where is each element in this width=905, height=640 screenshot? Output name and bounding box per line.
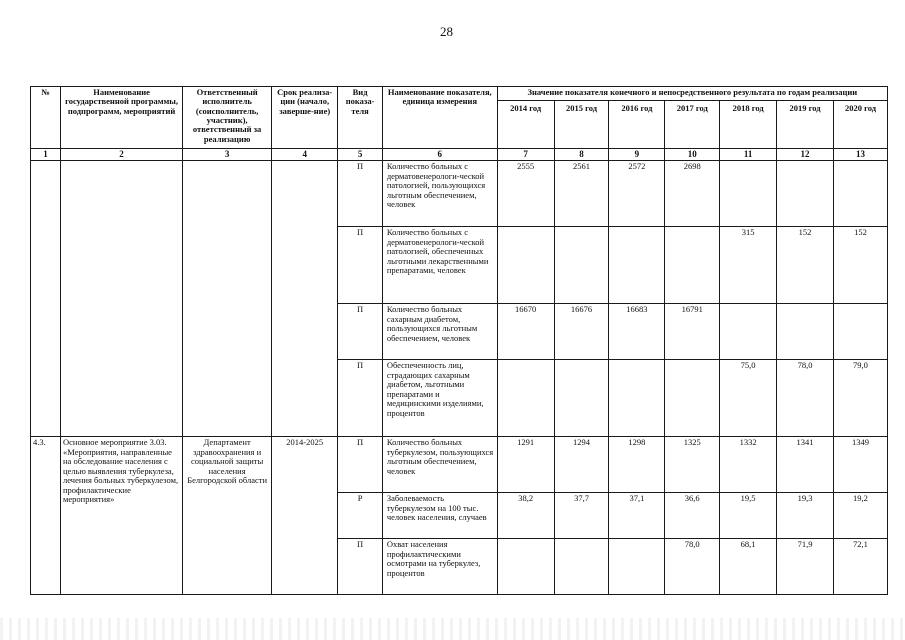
- indicator-name: Охват населения профилактическими осмотрами на туберкулез, процентов: [382, 539, 497, 595]
- indicator-kind: П: [338, 161, 383, 227]
- value-2017: 2698: [665, 161, 720, 227]
- column-number: 2: [61, 149, 183, 161]
- column-number: 9: [609, 149, 665, 161]
- indicator-kind: П: [338, 539, 383, 595]
- value-2019: 1341: [777, 437, 834, 493]
- column-number: 6: [382, 149, 497, 161]
- column-number: 5: [338, 149, 383, 161]
- cell-program-empty: [61, 161, 183, 437]
- header-year: 2017 год: [665, 101, 720, 149]
- value-2016: 37,1: [609, 493, 665, 539]
- column-numbers-row: [31, 149, 888, 161]
- value-2019: [777, 304, 834, 360]
- table-row: [31, 437, 888, 493]
- value-2018: 75,0: [720, 360, 777, 437]
- value-2015: [554, 539, 609, 595]
- header-program: Наименование государственной программы, подпрограмм, мероприятий: [61, 87, 183, 149]
- indicator-name: Количество больных с дерматовенерологи-ческой патологией, пользующихся льготным обеспечением, человек: [382, 161, 497, 227]
- header-year: 2019 год: [777, 101, 834, 149]
- value-2016: 2572: [609, 161, 665, 227]
- value-2016: [609, 227, 665, 304]
- value-2017: [665, 360, 720, 437]
- value-2017: 1325: [665, 437, 720, 493]
- scan-noise: [0, 618, 905, 640]
- value-2020: 72,1: [833, 539, 887, 595]
- indicator-name: Количество больных сахарным диабетом, пользующихся льготным обеспечением, человек: [382, 304, 497, 360]
- value-2020: [833, 304, 887, 360]
- implementation-period: 2014-2025: [272, 437, 338, 595]
- value-2015: [554, 360, 609, 437]
- value-2018: [720, 161, 777, 227]
- indicator-kind: П: [338, 227, 383, 304]
- table-row: [31, 161, 888, 227]
- value-2016: 16683: [609, 304, 665, 360]
- header-num: №: [31, 87, 61, 149]
- indicator-name: Количество больных с дерматовенерологи-ческой патологией, обеспеченных льготными лекарственными препаратами, человек: [382, 227, 497, 304]
- cell-responsible-empty: [183, 161, 272, 437]
- value-2019: 19,3: [777, 493, 834, 539]
- indicator-kind: П: [338, 304, 383, 360]
- value-2019: 71,9: [777, 539, 834, 595]
- value-2018: [720, 304, 777, 360]
- value-2019: 152: [777, 227, 834, 304]
- column-number: 4: [272, 149, 338, 161]
- value-2018: 1332: [720, 437, 777, 493]
- indicator-name: Заболеваемость туберкулезом на 100 тыс. человек населения, случаев: [382, 493, 497, 539]
- header-year: 2016 год: [609, 101, 665, 149]
- column-number: 1: [31, 149, 61, 161]
- value-2015: 37,7: [554, 493, 609, 539]
- header-year: 2020 год: [833, 101, 887, 149]
- column-number: 12: [777, 149, 834, 161]
- value-2017: [665, 227, 720, 304]
- header-indicator: Наименование показателя, единица измерения: [382, 87, 497, 149]
- row-number: 4.3.: [31, 437, 61, 595]
- value-2014: 1291: [497, 437, 554, 493]
- value-2015: 16676: [554, 304, 609, 360]
- value-2019: [777, 161, 834, 227]
- indicator-kind: П: [338, 437, 383, 493]
- value-2014: 38,2: [497, 493, 554, 539]
- header-year: 2014 год: [497, 101, 554, 149]
- value-2018: 19,5: [720, 493, 777, 539]
- column-number: 3: [183, 149, 272, 161]
- value-2015: 2561: [554, 161, 609, 227]
- value-2016: [609, 539, 665, 595]
- header-year: 2018 год: [720, 101, 777, 149]
- value-2017: 78,0: [665, 539, 720, 595]
- indicator-kind: Р: [338, 493, 383, 539]
- indicator-name: Количество больных туберкулезом, пользующихся льготным обеспечением, человек: [382, 437, 497, 493]
- column-number: 11: [720, 149, 777, 161]
- value-2014: [497, 360, 554, 437]
- value-2019: 78,0: [777, 360, 834, 437]
- value-2015: [554, 227, 609, 304]
- value-2014: 16670: [497, 304, 554, 360]
- indicator-table: [30, 86, 888, 595]
- value-2015: 1294: [554, 437, 609, 493]
- indicator-name: Обеспеченность лиц, страдающих сахарным диабетом, льготными препаратами и медицинскими изделиями, процентов: [382, 360, 497, 437]
- indicator-kind: П: [338, 360, 383, 437]
- value-2014: [497, 539, 554, 595]
- value-2017: 16791: [665, 304, 720, 360]
- value-2018: 315: [720, 227, 777, 304]
- value-2020: 152: [833, 227, 887, 304]
- value-2020: 1349: [833, 437, 887, 493]
- responsible-executor: Департамент здравоохранения и социальной защиты населения Белгородской области: [183, 437, 272, 595]
- header-year: 2015 год: [554, 101, 609, 149]
- header-kind: Вид показа-теля: [338, 87, 383, 149]
- column-number: 8: [554, 149, 609, 161]
- header-period: Срок реализа-ции (начало, заверше-ние): [272, 87, 338, 149]
- header-values-title: Значение показателя конечного и непосредственного результата по годам реализации: [497, 87, 887, 101]
- value-2014: [497, 227, 554, 304]
- value-2016: [609, 360, 665, 437]
- program-name: Основное мероприятие 3.03. «Мероприятия, направленные на обследование населения с целью выявления туберкулеза, лечения больных туберкулезом, профилактические мероприятия»: [61, 437, 183, 595]
- value-2020: 19,2: [833, 493, 887, 539]
- cell-period-empty: [272, 161, 338, 437]
- page-number: 28: [440, 24, 453, 39]
- value-2020: 79,0: [833, 360, 887, 437]
- value-2020: [833, 161, 887, 227]
- value-2014: 2555: [497, 161, 554, 227]
- header-responsible: Ответственный исполнитель (соисполнитель, участник), ответственный за реализацию: [183, 87, 272, 149]
- value-2018: 68,1: [720, 539, 777, 595]
- column-number: 10: [665, 149, 720, 161]
- cell-num-empty: [31, 161, 61, 437]
- column-number: 13: [833, 149, 887, 161]
- value-2016: 1298: [609, 437, 665, 493]
- value-2017: 36,6: [665, 493, 720, 539]
- column-number: 7: [497, 149, 554, 161]
